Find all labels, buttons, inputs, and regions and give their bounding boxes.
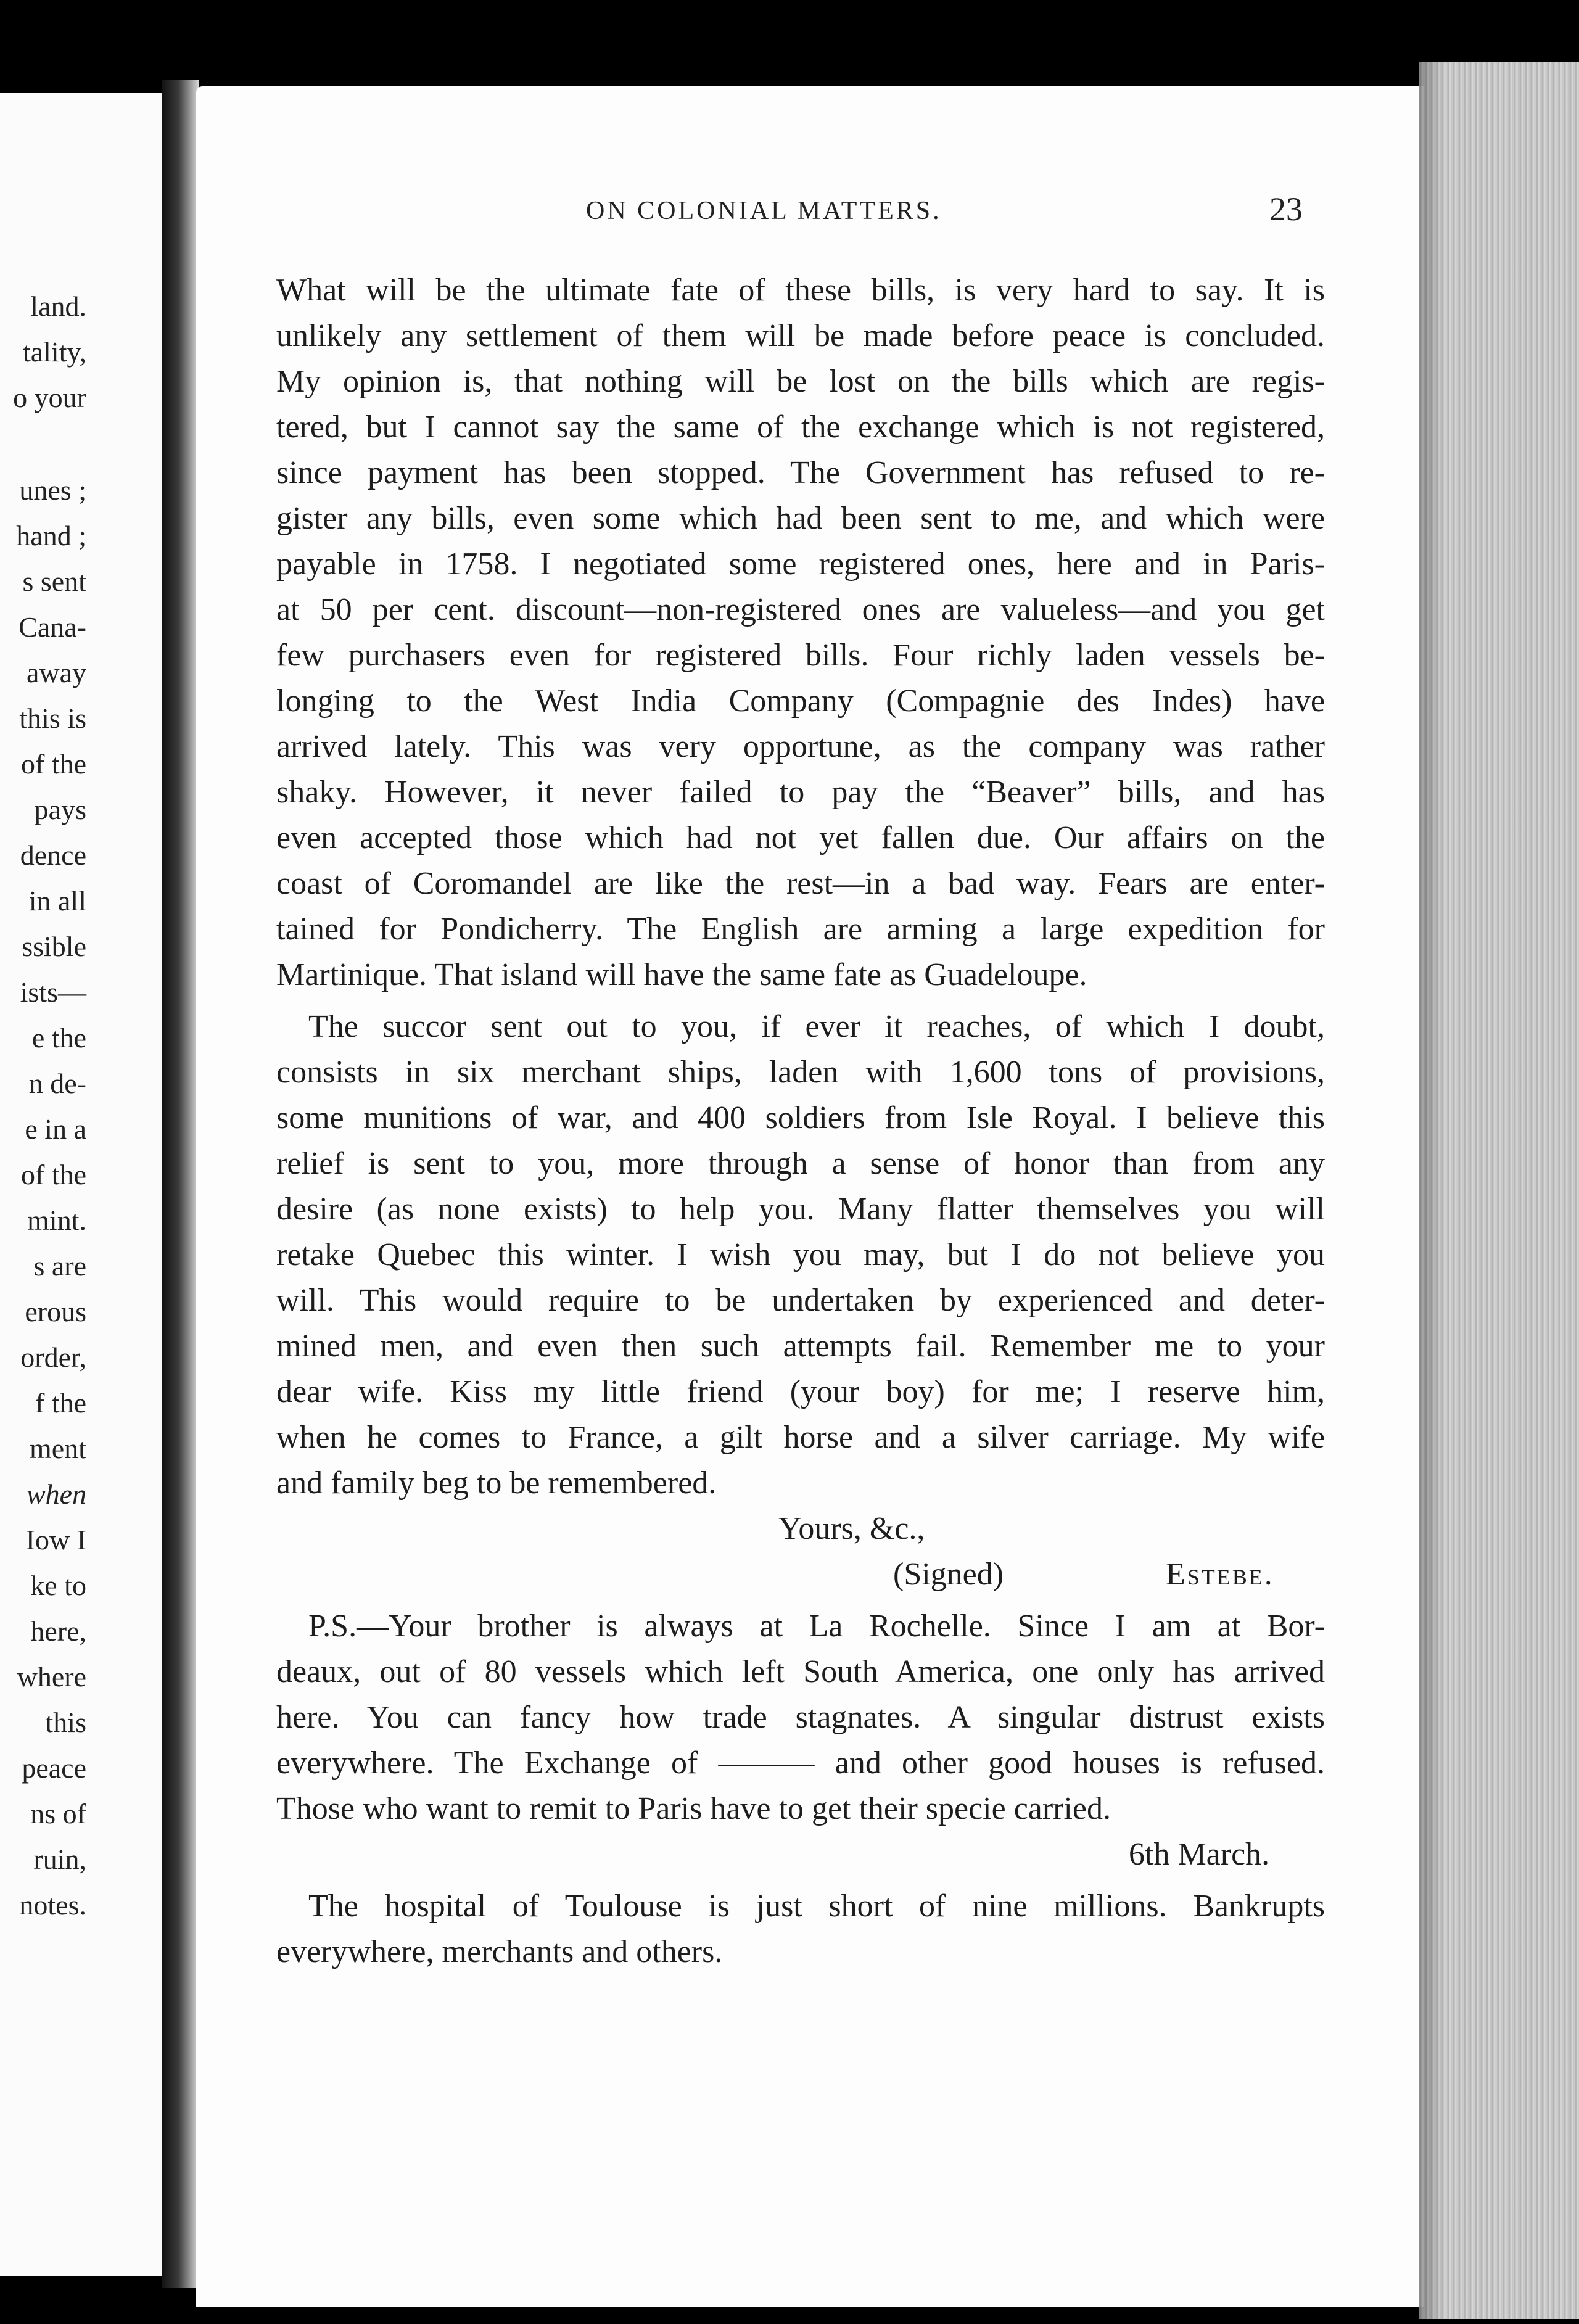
- body-line: The succor sent out to you, if ever it reaches, of which I doubt,: [308, 1009, 1325, 1044]
- body-line: unlikely any settlement of them will be made before peace is concluded.: [276, 318, 1325, 353]
- body-line: at 50 per cent. discount—non-registered ones are valueless—and you get: [276, 592, 1325, 627]
- facing-page-line: unes ;: [19, 474, 86, 506]
- body-line: and family beg to be remembered.: [276, 1465, 717, 1501]
- facing-page-line: ns of: [30, 1798, 86, 1829]
- facing-page-line: Iow I: [25, 1524, 86, 1556]
- body-line: Martinique. That island will have the same fate as Guadeloupe.: [276, 957, 1087, 992]
- facing-page-line: ssible: [22, 931, 86, 962]
- postscript-line: everywhere, merchants and others.: [276, 1934, 723, 1969]
- postscript-line: deaux, out of 80 vessels which left South America, one only has arrived: [276, 1654, 1325, 1689]
- body-line: desire (as none exists) to help you. Many flatter themselves you will: [276, 1192, 1325, 1227]
- body-line: when he comes to France, a gilt horse and a silver carriage. My wife: [276, 1420, 1325, 1455]
- body-line: dear wife. Kiss my little friend (your boy) for me; I reserve him,: [276, 1374, 1325, 1409]
- postscript-line: everywhere. The Exchange of ——— and other good houses is refused.: [276, 1745, 1325, 1781]
- facing-page-line: in all: [28, 885, 86, 917]
- facing-page-line: where: [17, 1661, 86, 1692]
- facing-page-line: ke to: [30, 1570, 86, 1601]
- facing-page-fragment: [0, 93, 164, 2276]
- facing-page-line: this: [45, 1707, 86, 1738]
- facing-page-line: here,: [30, 1615, 86, 1647]
- facing-page-line: f the: [35, 1387, 86, 1419]
- facing-page-line: order,: [20, 1341, 86, 1373]
- postscript-line: P.S.—Your brother is always at La Rochelle. Since I am at Bor-: [308, 1609, 1325, 1644]
- body-line: tered, but I cannot say the same of the exchange which is not registered,: [276, 410, 1325, 445]
- facing-page-line: e the: [31, 1022, 86, 1053]
- facing-page-line: o your: [13, 382, 86, 413]
- facing-page-line: erous: [25, 1296, 86, 1327]
- body-line: even accepted those which had not yet fallen due. Our affairs on the: [276, 820, 1325, 855]
- facing-page-line: Cana-: [19, 611, 86, 643]
- facing-page-line: s are: [33, 1250, 86, 1282]
- facing-page-line: ruin,: [33, 1844, 86, 1875]
- facing-page-line: tality,: [22, 336, 86, 368]
- facing-page-line: ment: [30, 1433, 86, 1464]
- facing-page-line: s sent: [22, 566, 86, 597]
- body-line: tained for Pondicherry. The English are arming a large expedition for: [276, 912, 1325, 947]
- facing-page-line: land.: [30, 290, 86, 322]
- facing-page-line: this is: [19, 703, 86, 734]
- facing-page-line: pays: [34, 794, 86, 825]
- facing-page-line: notes.: [19, 1889, 86, 1921]
- body-line: gister any bills, even some which had been sent to me, and which were: [276, 501, 1325, 536]
- signed-label: (Signed): [893, 1557, 1004, 1592]
- facing-page-line: n de-: [28, 1068, 86, 1099]
- body-line: since payment has been stopped. The Government has refused to re-: [276, 455, 1325, 490]
- book-gutter: [162, 80, 199, 2288]
- facing-page-line: away: [26, 657, 86, 688]
- signature: Estebe.: [1166, 1557, 1274, 1592]
- postscript-date: 6th March.: [1129, 1837, 1270, 1872]
- facing-page-line: mint.: [27, 1205, 86, 1236]
- body-line: coast of Coromandel are like the rest—in a bad way. Fears are enter-: [276, 866, 1325, 901]
- body-line: some munitions of war, and 400 soldiers from Isle Royal. I believe this: [276, 1100, 1325, 1135]
- body-line: arrived lately. This was very opportune, as the company was rather: [276, 729, 1325, 764]
- body-line: shaky. However, it never failed to pay the “Beaver” bills, and has: [276, 775, 1325, 810]
- letter-closing: Yours, &c.,: [778, 1511, 925, 1546]
- page-edge-shadow: [1419, 62, 1443, 2319]
- postscript-line: here. You can fancy how trade stagnates. A singular distrust exists: [276, 1700, 1325, 1735]
- body-line: mined men, and even then such attempts fail. Remember me to your: [276, 1329, 1325, 1364]
- body-line: retake Quebec this winter. I wish you may, but I do not believe you: [276, 1237, 1325, 1272]
- facing-page-line: ists—: [20, 976, 86, 1008]
- facing-page-line: of the: [20, 1159, 86, 1190]
- postscript-line: The hospital of Toulouse is just short of nine millions. Bankrupts: [308, 1889, 1325, 1924]
- facing-page-line: of the: [20, 748, 86, 780]
- body-line: relief is sent to you, more through a sense of honor than from any: [276, 1146, 1325, 1181]
- page-number: 23: [1269, 191, 1303, 228]
- body-line: few purchasers even for registered bills. Four richly laden vessels be-: [276, 638, 1325, 673]
- facing-page-line: peace: [22, 1752, 86, 1784]
- facing-page-line: dence: [20, 839, 86, 871]
- body-line: longing to the West India Company (Compagnie des Indes) have: [276, 683, 1325, 719]
- facing-page-line: e in a: [25, 1113, 86, 1145]
- body-line: What will be the ultimate fate of these bills, is very hard to say. It is: [276, 273, 1325, 308]
- body-line: will. This would require to be undertaken by experienced and deter-: [276, 1283, 1325, 1318]
- running-head: ON COLONIAL MATTERS.: [586, 197, 942, 225]
- postscript-line: Those who want to remit to Paris have to get their specie carried.: [276, 1791, 1111, 1826]
- body-line: My opinion is, that nothing will be lost on the bills which are regis-: [276, 364, 1325, 399]
- facing-page-line: hand ;: [16, 520, 86, 551]
- facing-page-line: when: [26, 1478, 86, 1510]
- body-line: consists in six merchant ships, laden with 1,600 tons of provisions,: [276, 1055, 1325, 1090]
- body-line: payable in 1758. I negotiated some registered ones, here and in Paris-: [276, 546, 1325, 582]
